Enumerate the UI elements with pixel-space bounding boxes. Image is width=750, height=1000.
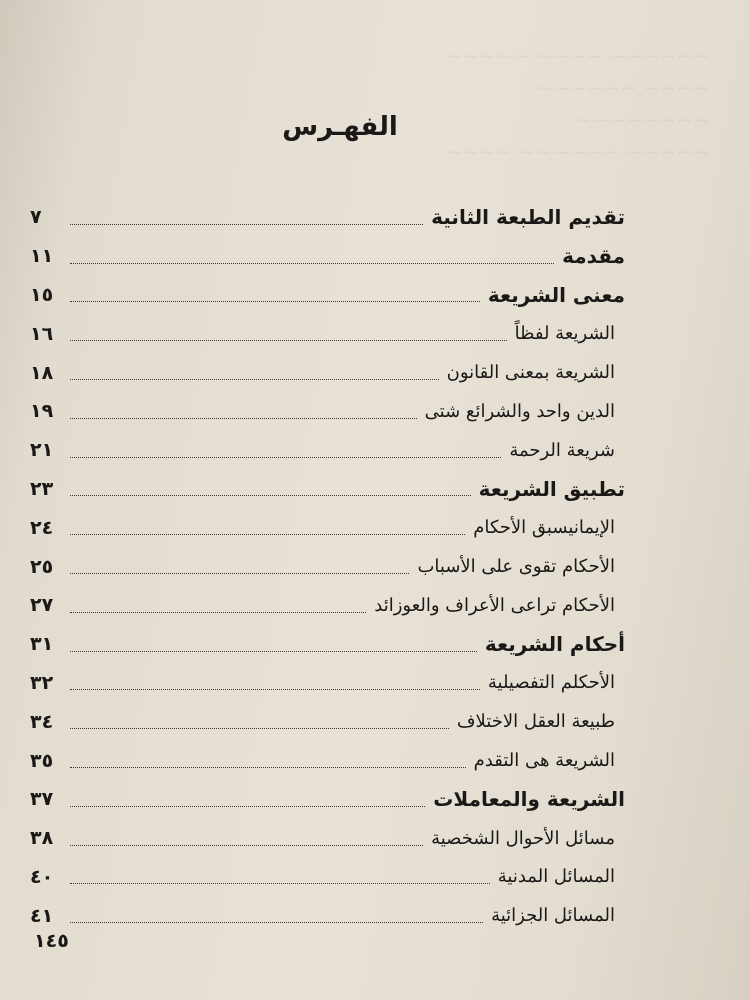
- dot-leader: [70, 883, 490, 884]
- dot-leader: [70, 534, 465, 535]
- toc-entry-page: ٤١: [30, 904, 54, 927]
- toc-entry: [30, 392, 625, 431]
- toc-entry-title: الإيمانيسبق الأحكام: [473, 517, 615, 539]
- page-number: ١٤٥: [34, 930, 69, 952]
- toc-entry: [30, 625, 625, 664]
- toc-entry: [30, 353, 625, 392]
- toc-entry-title: الأحكلم التفصيلية: [487, 672, 615, 694]
- toc-entry-page: ١٩: [30, 400, 54, 423]
- toc-entry-page: ٣٢: [30, 671, 54, 694]
- toc-entry-title: المسائل الجزائية: [491, 905, 615, 927]
- toc-entry-page: ١٦: [30, 322, 54, 345]
- toc-entry-page: ٣٤: [30, 710, 54, 733]
- toc-entry-page: ٢٣: [30, 477, 54, 500]
- dot-leader: [70, 651, 477, 652]
- dot-leader: [70, 418, 417, 419]
- toc-entry: [30, 819, 625, 858]
- toc-entry-title: تقديم الطبعة الثانية: [431, 205, 625, 230]
- toc-entry-title: الأحكام تقوى على الأسباب: [417, 556, 615, 578]
- toc-entry-page: ٢٤: [30, 516, 54, 539]
- toc-entry-page: ١٨: [30, 361, 54, 384]
- dot-leader: [70, 573, 409, 574]
- dot-leader: [70, 612, 366, 613]
- toc-entry-title: الشريعة هى التقدم: [473, 750, 615, 772]
- toc-entry: [30, 586, 625, 625]
- toc-entry-title: الدين واحد والشرائع شتى: [424, 400, 615, 422]
- toc-entry-title: شريعة الرحمة: [509, 439, 615, 461]
- toc-entry-title: تطبيق الشريعة: [478, 476, 625, 501]
- table-of-contents: [30, 198, 625, 935]
- toc-entry-page: ١١: [30, 245, 54, 268]
- toc-entry-page: ٣٥: [30, 749, 54, 772]
- toc-entry-title: معنى الشريعة: [487, 282, 625, 307]
- toc-entry-page: ١٥: [30, 283, 54, 306]
- toc-entry: [30, 547, 625, 586]
- dot-leader: [70, 689, 480, 690]
- page-title: الفهـرس: [282, 112, 398, 142]
- dot-leader: [70, 806, 425, 807]
- toc-entry: [30, 431, 625, 470]
- toc-entry: [30, 508, 625, 547]
- toc-entry-title: الأحكام تراعى الأعراف والعوزائد: [374, 594, 615, 616]
- dot-leader: [70, 767, 466, 768]
- toc-entry-page: ٢٥: [30, 555, 54, 578]
- toc-entry: [30, 664, 625, 703]
- toc-entry: [30, 858, 625, 897]
- toc-entry-page: ٣٨: [30, 827, 54, 850]
- toc-entry: [30, 702, 625, 741]
- toc-entry-title: الشريعة والمعاملات: [433, 787, 625, 812]
- dot-leader: [70, 340, 507, 341]
- toc-entry-page: ٣١: [30, 633, 54, 656]
- dot-leader: [70, 845, 423, 846]
- toc-entry-title: المسائل المدنية: [497, 866, 615, 888]
- toc-entry: [30, 470, 625, 509]
- toc-entry: [30, 237, 625, 276]
- dot-leader: [70, 922, 483, 923]
- toc-entry: [30, 896, 625, 935]
- toc-entry: [30, 314, 625, 353]
- toc-entry-title: الشريعة بمعنى القانون: [446, 362, 615, 384]
- toc-entry: [30, 198, 625, 237]
- bleed-through-text: ~~~~~~ ~~~~ ~~~~~ ~~~~ ~~~~~~ ~~~~~~~~ ~~~~~ ~~~~~~ ~~~~: [445, 44, 710, 164]
- toc-entry-page: ٣٧: [30, 788, 54, 811]
- toc-entry-title: مقدمة: [562, 244, 625, 269]
- toc-entry: [30, 741, 625, 780]
- dot-leader: [70, 379, 439, 380]
- dot-leader: [70, 263, 554, 264]
- toc-entry-page: ٧: [30, 206, 42, 229]
- toc-entry-title: الشريعة لفظاً: [514, 323, 615, 345]
- dot-leader: [70, 457, 501, 458]
- toc-entry: [30, 276, 625, 315]
- dot-leader: [70, 728, 449, 729]
- dot-leader: [70, 224, 423, 225]
- toc-entry-title: أحكام الشريعة: [484, 632, 625, 657]
- toc-entry-title: مسائل الأحوال الشخصية: [431, 827, 615, 849]
- dot-leader: [70, 301, 480, 302]
- toc-entry-page: ٢١: [30, 439, 54, 462]
- toc-entry-title: طبيعة العقل الاختلاف: [456, 711, 615, 733]
- toc-entry-page: ٢٧: [30, 594, 54, 617]
- toc-entry: [30, 780, 625, 819]
- dot-leader: [70, 495, 471, 496]
- toc-entry-page: ٤٠: [30, 865, 54, 888]
